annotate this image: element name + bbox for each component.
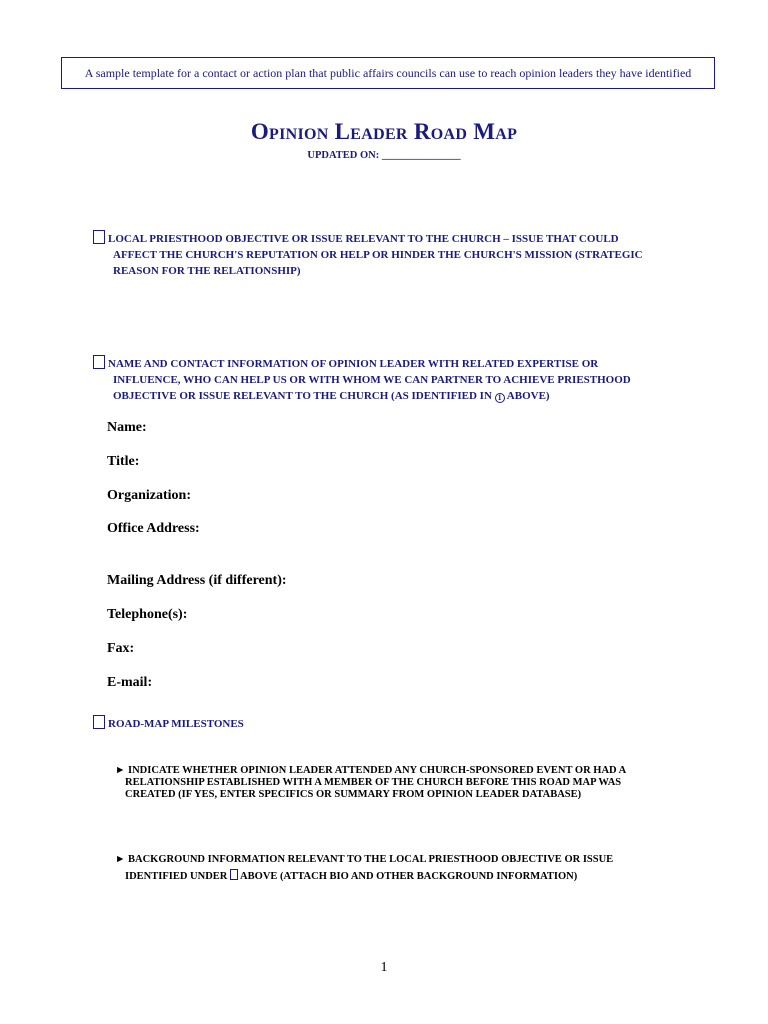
bullet-1-line-3: CREATED (IF YES, ENTER SPECIFICS OR SUMMARY FROM OPINION LEADER DATABASE) bbox=[125, 789, 582, 800]
field-telephone-label: Telephone(s): bbox=[107, 607, 188, 622]
checkbox-icon[interactable] bbox=[93, 355, 105, 369]
field-title-label: Title: bbox=[107, 454, 140, 469]
section-road-map-milestones bbox=[93, 715, 693, 732]
bullet-1-line-1: ► INDICATE WHETHER OPINION LEADER ATTENDED ANY CHURCH-SPONSORED EVENT OR HAD A bbox=[115, 765, 627, 776]
field-organization-label: Organization: bbox=[107, 488, 191, 503]
section-2-line-1: NAME AND CONTACT INFORMATION OF OPINION LEADER WITH RELATED EXPERTISE OR bbox=[93, 355, 693, 372]
milestone-bullet-prior-relationship bbox=[115, 765, 695, 801]
field-fax-label: Fax: bbox=[107, 641, 135, 656]
field-email-label: E-mail: bbox=[107, 675, 153, 690]
field-office-address-label: Office Address: bbox=[107, 521, 200, 536]
bullet-2-line-2: IDENTIFIED UNDER ABOVE (ATTACH BIO AND OTHER BACKGROUND INFORMATION) bbox=[125, 871, 578, 882]
field-mailing-address-label: Mailing Address (if different): bbox=[107, 573, 287, 588]
template-note bbox=[61, 57, 715, 89]
section-2-line-3: OBJECTIVE OR ISSUE RELEVANT TO THE CHURCH (AS IDENTIFIED IN 1 ABOVE) bbox=[113, 390, 550, 402]
section-1-line-1: LOCAL PRIESTHOOD OBJECTIVE OR ISSUE RELEVANT TO THE CHURCH – ISSUE THAT COULD bbox=[93, 230, 693, 247]
bullet-1-line-2: RELATIONSHIP ESTABLISHED WITH A MEMBER OF THE CHURCH BEFORE THIS ROAD MAP WAS bbox=[125, 777, 622, 788]
field-name-label: Name: bbox=[107, 420, 147, 435]
circled-number-icon: 1 bbox=[495, 393, 505, 403]
section-1-line-3: REASON FOR THE RELATIONSHIP) bbox=[113, 265, 301, 277]
section-2-line-2: INFLUENCE, WHO CAN HELP US OR WITH WHOM WE CAN PARTNER TO ACHIEVE PRIESTHOOD bbox=[113, 374, 631, 386]
template-note-text: A sample template for a contact or action plan that public affairs councils can use to reach opinion leaders they have identified bbox=[84, 65, 692, 80]
section-opinion-leader-contact bbox=[93, 355, 693, 404]
bullet-2-line-1: ► BACKGROUND INFORMATION RELEVANT TO THE LOCAL PRIESTHOOD OBJECTIVE OR ISSUE bbox=[115, 854, 614, 865]
section-local-objective bbox=[93, 230, 693, 279]
checkbox-icon[interactable] bbox=[93, 230, 105, 244]
section-1-line-2: AFFECT THE CHURCH'S REPUTATION OR HELP OR HINDER THE CHURCH'S MISSION (STRATEGIC bbox=[113, 249, 643, 261]
placeholder-box-icon bbox=[230, 869, 238, 880]
updated-on: UPDATED ON: _______________ bbox=[307, 150, 461, 161]
checkbox-icon[interactable] bbox=[93, 715, 105, 729]
document-title: Opinion Leader Road Map bbox=[250, 119, 518, 144]
milestone-bullet-background-info bbox=[115, 854, 695, 883]
page-number: 1 bbox=[380, 960, 388, 975]
section-3-line: ROAD-MAP MILESTONES bbox=[93, 715, 693, 732]
